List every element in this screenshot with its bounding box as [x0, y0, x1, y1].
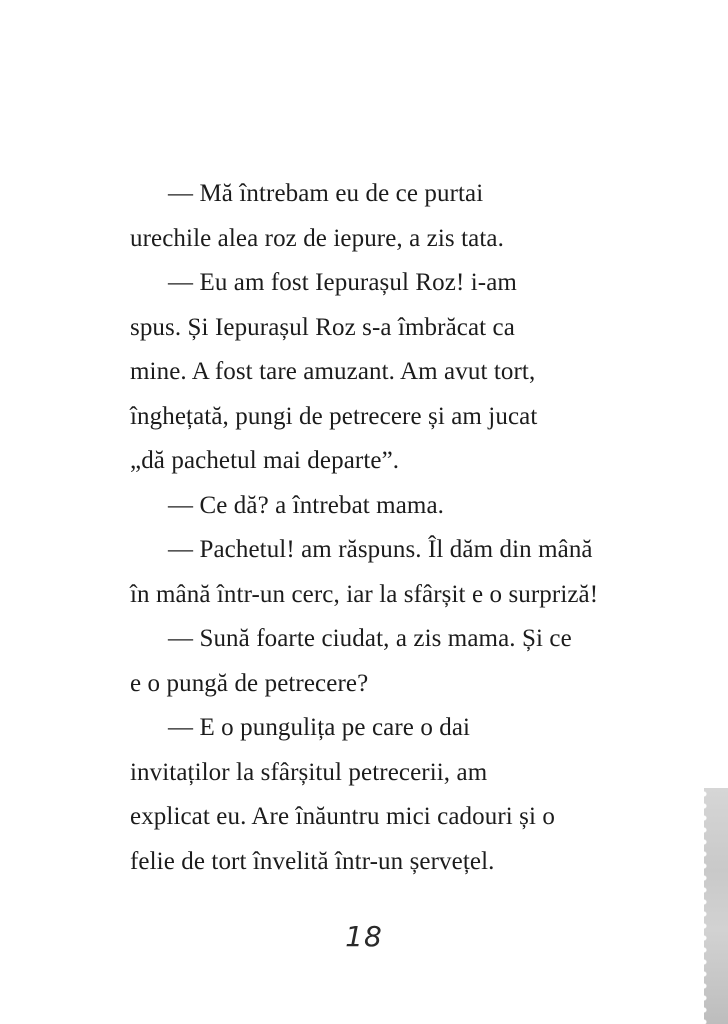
body-text [130, 172, 630, 884]
text-line: invitaților la sfârșitul petrecerii, am [130, 758, 488, 786]
text-line: — E o pungulița pe care o dai [168, 714, 471, 741]
text-line: spus. Și Iepurașul Roz s-a îmbrăcat ca [130, 313, 515, 341]
page-number: 18 [345, 920, 383, 953]
text-line: felie de tort învelită într-un șervețel. [130, 847, 495, 875]
text-line: e o pungă de petrecere? [130, 669, 369, 697]
text-line: explicat eu. Are înăuntru mici cadouri și o [130, 803, 556, 830]
text-line: — Mă întrebam eu de ce purtai [168, 180, 484, 207]
text-line: înghețată, pungi de petrecere și am jucat [130, 402, 538, 430]
text-line: — Eu am fost Iepurașul Roz! i-am [168, 269, 517, 296]
text-line: — Pachetul! am răspuns. Îl dăm din mână [168, 536, 593, 563]
text-line: urechile alea roz de iepure, a zis tata. [130, 224, 504, 252]
text-line: în mână într-un cerc, iar la sfârșit e o surpriză! [130, 580, 599, 608]
text-line: „dă pachetul mai departe”. [130, 447, 400, 474]
text-line: — Ce dă? a întrebat mama. [168, 491, 444, 519]
page-edge-tab [704, 788, 728, 1024]
text-line: — Sună foarte ciudat, a zis mama. Și ce [168, 625, 572, 652]
text-line: mine. A fost tare amuzant. Am avut tort, [130, 358, 536, 385]
